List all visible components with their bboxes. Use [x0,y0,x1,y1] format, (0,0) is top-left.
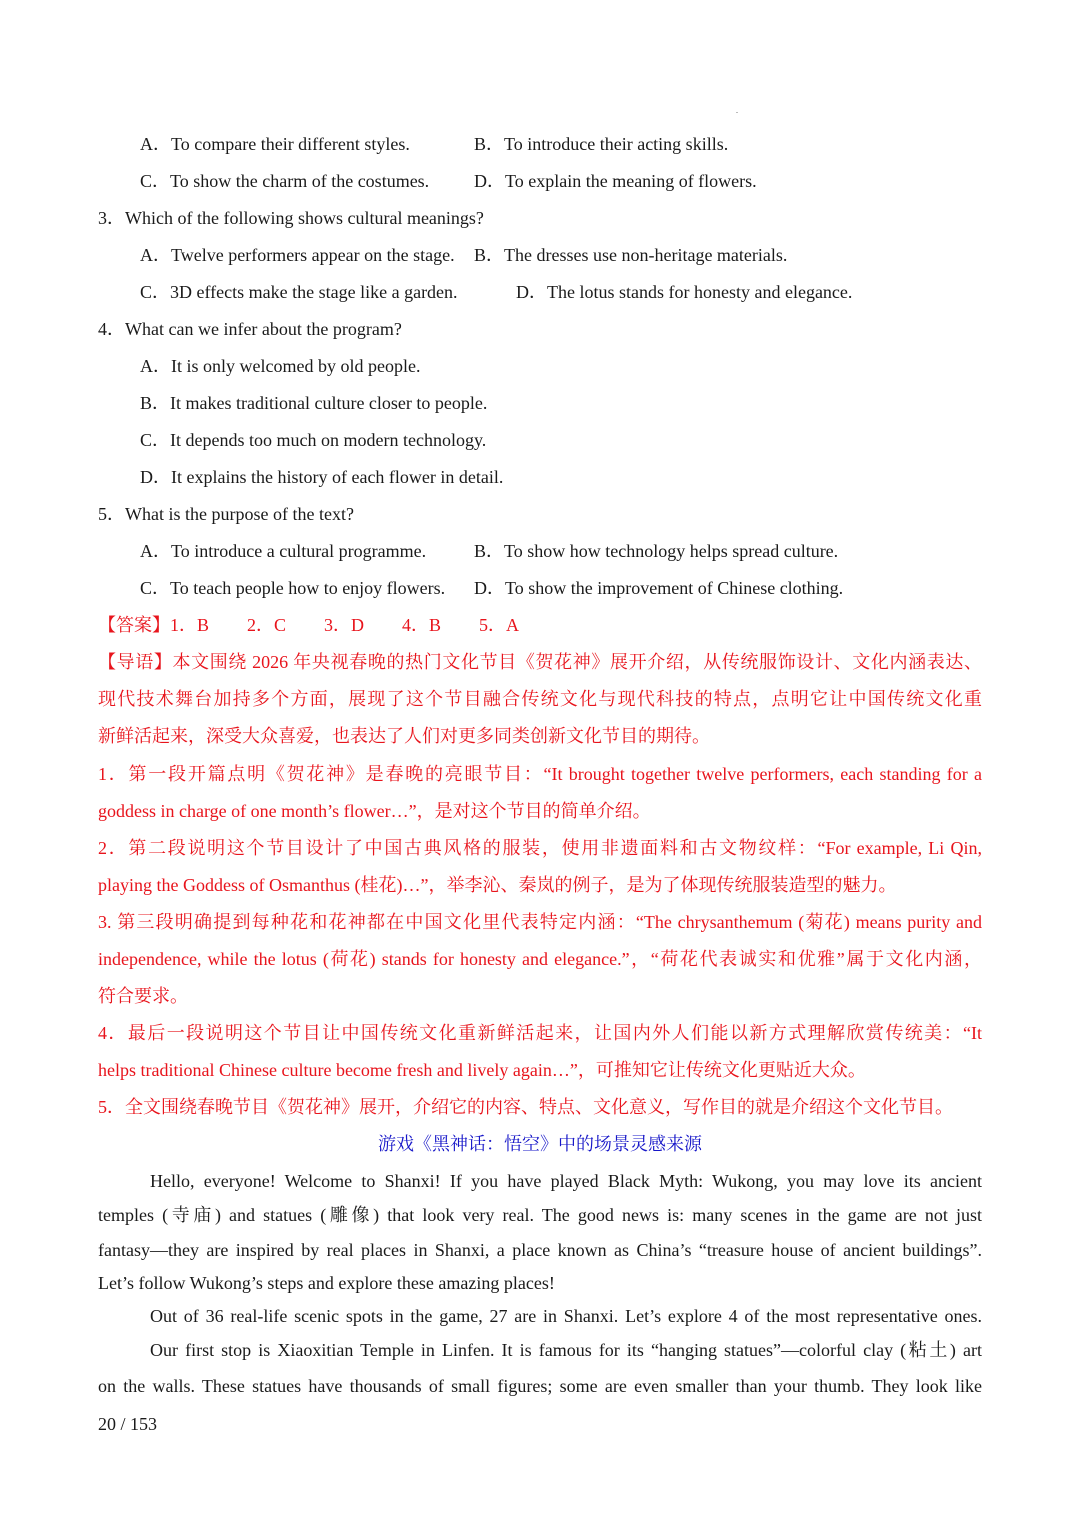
q5-stem: 5．What is the purpose of the text? [98,504,354,524]
q4-option-d: D．It explains the history of each flower in detail. [140,467,504,487]
answer-label: 【答案】 [98,615,170,635]
page-number: 20 / 153 [98,1414,158,1434]
passage-p1-line4: Let’s follow Wukong’s steps and explore these amazing places! [98,1273,555,1293]
explanation-2b: playing the Goddess of Osmanthus (桂花)…”，举李沁、秦岚的例子，是为了体现传统服装造型的魅力。 [98,875,897,895]
explanation-1b: goddess in charge of one month’s flower…”，是对这个节目的简单介绍。 [98,801,651,821]
passage-p3-line2: on the walls. These statues have thousands of small figures; some are even smaller than your thumb. They look like [98,1376,982,1396]
q3-option-a: A．Twelve performers appear on the stage. [140,245,455,265]
answer-item: 4．B [402,615,442,635]
explanation-1a: 1．第一段开篇点明《贺花神》是春晚的亮眼节目：“It brought together twelve performers, each standing for a [98,764,982,784]
answer-item: 1．B [170,615,210,635]
explanation-3b: independence, while the lotus (荷花) stands for honesty and elegance.”，“荷花代表诚实和优雅”属于文化内涵， [98,949,982,969]
answer-key [98,613,557,637]
explanation-3c: 符合要求。 [98,986,188,1006]
explanation-4a: 4．最后一段说明这个节目让中国传统文化重新鲜活起来，让国内外人们能以新方式理解欣赏传统美：“It [98,1023,982,1043]
q4-stem: 4．What can we infer about the program? [98,319,402,339]
q3-option-c: C．3D effects make the stage like a garden. [140,282,458,302]
answer-item: 2．C [247,615,287,635]
q5-option-c: C．To teach people how to enjoy flowers. [140,578,446,598]
explanation-5: 5．全文围绕春晚节目《贺花神》展开，介绍它的内容、特点、文化意义，写作目的就是介绍这个文化节目。 [98,1097,953,1117]
q5-option-b: B．To show how technology helps spread culture. [474,541,839,561]
guide-line-3: 新鲜活起来，深受大众喜爱，也表达了人们对更多同类创新文化节目的期待。 [98,726,710,746]
q2-option-b: B．To introduce their acting skills. [474,134,729,154]
explanation-3a: 3. 第三段明确提到每种花和花神都在中国文化里代表特定内涵：“The chrysanthemum (菊花) means purity and [98,912,982,932]
explanation-4b: helps traditional Chinese culture become fresh and lively again…”，可推知它让传统文化更贴近大众。 [98,1060,866,1080]
q3-option-b: B．The dresses use non-heritage materials. [474,245,788,265]
passage-p3-line1: Our first stop is Xiaoxitian Temple in Linfen. It is famous for its “hanging statues”—colorful clay (粘土) art [150,1340,982,1360]
q5-option-d: D．To show the improvement of Chinese clothing. [474,578,844,598]
q2-option-d: D．To explain the meaning of flowers. [474,171,757,191]
guide-line-1: 【导语】本文围绕 2026 年央视春晚的热门文化节目《贺花神》展开介绍，从传统服饰设计、文化内涵表达、 [98,652,982,672]
passage-title: 游戏《黑神话：悟空》中的场景灵感来源 [378,1134,702,1154]
answer-item: 3．D [324,615,365,635]
q3-option-d: D．The lotus stands for honesty and elegance. [516,282,853,302]
q5-option-a: A．To introduce a cultural programme. [140,541,427,561]
q2-option-a: A．To compare their different styles. [140,134,410,154]
q4-option-b: B．It makes traditional culture closer to people. [140,393,488,413]
passage-p2: Out of 36 real-life scenic spots in the game, 27 are in Shanxi. Let’s explore 4 of the most representative ones. [150,1306,982,1326]
passage-p1-line3: fantasy—they are inspired by real places in Shanxi, a place known as China’s “treasure house of ancient buildings”. [98,1240,982,1260]
q3-stem: 3．Which of the following shows cultural meanings? [98,208,484,228]
guide-line-2: 现代技术舞台加持多个方面，展现了这个节目融合传统文化与现代科技的特点，点明它让中国传统文化重 [98,689,982,709]
q4-option-c: C．It depends too much on modern technology. [140,430,487,450]
passage-p1-line2: temples (寺庙) and statues (雕像) that look very real. The good news is: many scenes in the game are not just [98,1205,982,1225]
q4-option-a: A．It is only welcomed by old people. [140,356,421,376]
answer-item: 5．A [479,615,520,635]
speck [736,112,738,113]
passage-p1-line1: Hello, everyone! Welcome to Shanxi! If you have played Black Myth: Wukong, you may love its ancient [150,1171,982,1191]
explanation-2a: 2．第二段说明这个节目设计了中国古典风格的服装，使用非遗面料和古文物纹样：“For example, Li Qin, [98,838,982,858]
q2-option-c: C．To show the charm of the costumes. [140,171,430,191]
